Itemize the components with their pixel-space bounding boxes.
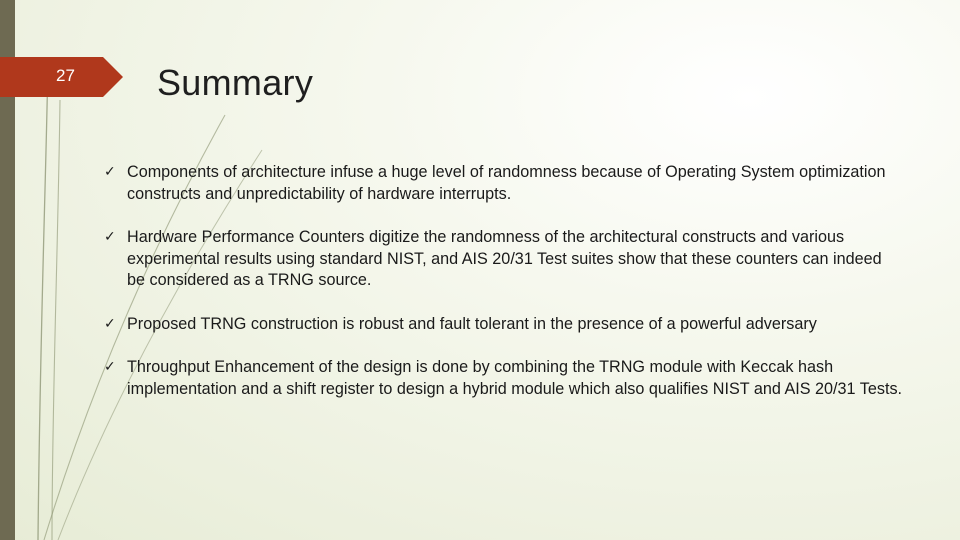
- bullet-text: Proposed TRNG construction is robust and fault tolerant in the presence of a powerful adversary: [127, 314, 817, 333]
- checkmark-icon: ✓: [104, 164, 116, 180]
- bullet-text: Components of architecture infuse a huge level of randomness because of Operating System optimization constructs and unpredictability of hardware interrupts.: [127, 163, 886, 203]
- slide-number: 27: [56, 66, 75, 85]
- bullet-text: Hardware Performance Counters digitize the randomness of the architectural constructs and various experimental results using standard NIST, and AIS 20/31 Test suites show that these counters can indeed be considered as a TRNG source.: [127, 228, 882, 289]
- slide-title: Summary: [157, 62, 314, 103]
- bullet-item: [104, 357, 904, 400]
- bullet-item: [104, 227, 904, 292]
- checkmark-icon: ✓: [104, 315, 116, 332]
- checkmark-icon: ✓: [104, 359, 116, 375]
- bullet-text: Throughput Enhancement of the design is done by combining the TRNG module with Keccak hash implementation and a shift register to design a hybrid module which also qualifies NIST and AIS 20/31 Tests.: [127, 358, 903, 398]
- bullet-list: [104, 162, 904, 422]
- bullet-item: [104, 314, 904, 336]
- checkmark-icon: ✓: [104, 229, 116, 245]
- bullet-item: [104, 162, 904, 205]
